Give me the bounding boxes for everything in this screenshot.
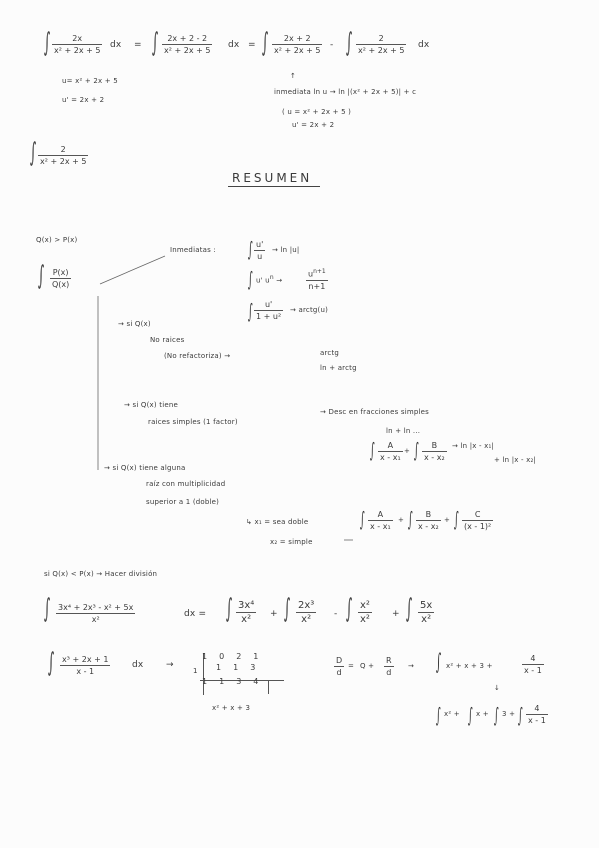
numerator: x³ + 2x + 1 — [62, 655, 109, 664]
case2-condition: → si Q(x) tiene — [124, 401, 178, 409]
u-prime-definition-2: u' = 2x + 2 — [292, 121, 335, 129]
denominator: x² + 2x + 5 — [40, 157, 87, 166]
ruffini-cell: 1 — [202, 677, 208, 686]
numerator: C — [474, 510, 481, 519]
plus-sign: + — [270, 609, 278, 619]
fraction-4-over-x-1 — [526, 704, 548, 725]
numerator: 3x⁴ + 2x³ - x² + 5x — [58, 603, 134, 612]
denominator: x - 1 — [528, 716, 546, 725]
minus-sign: - — [330, 40, 334, 50]
denominator: x - x₁ — [380, 453, 401, 462]
condition-q-greater-p: Q(x) > P(x) — [36, 236, 78, 244]
fraction-2x3-over-x2 — [296, 600, 316, 625]
dx-label: dx — [418, 40, 430, 50]
integral-sign: ∫ — [468, 703, 473, 727]
case3-x1-double: ↳ x₁ = sea doble — [246, 518, 309, 526]
ruffini-quotient: x² + x + 3 — [212, 704, 251, 712]
denominator: d — [336, 668, 342, 677]
case1-no-factor: (No refactoriza) → — [164, 352, 231, 360]
ruffini-remainder-line — [268, 680, 269, 694]
condition-q-less-p: si Q(x) < P(x) → Hacer división — [44, 570, 158, 578]
fraction-5x-over-x2 — [418, 600, 434, 625]
integral-sign: ∫ — [518, 703, 523, 727]
dx-label: dx — [132, 660, 144, 670]
fraction-division — [60, 655, 110, 676]
ruffini-cell: 4 — [253, 677, 259, 686]
equals-sign: = — [348, 662, 355, 670]
case1-result-ln-arctg: ln + arctg — [320, 364, 357, 372]
u-definition: u= x² + 2x + 5 — [62, 77, 118, 85]
denominator: x² + 2x + 5 — [274, 46, 321, 55]
numerator: 4 — [534, 704, 540, 713]
case1-result-arctg: arctg — [320, 349, 340, 357]
equals-sign: = — [134, 40, 142, 50]
integral-sign: ∫ — [346, 594, 353, 624]
ruffini-cell: 3 — [250, 663, 256, 672]
integral-sign: ∫ — [454, 507, 459, 531]
fraction-u-prime-over-1-plus-u2 — [254, 300, 283, 321]
case2-result-ln-x1: → ln |x - x₁| — [452, 442, 495, 450]
case3-multiplicity: raíz con multiplicidad — [146, 480, 226, 488]
numerator: A — [387, 441, 394, 450]
fraction-d-over-d — [334, 656, 344, 677]
case2-simple-roots: raices simples (1 factor) — [148, 418, 238, 426]
integral-sign: ∫ — [248, 237, 253, 261]
fraction-b-over-x-x2 — [422, 441, 447, 462]
denominator: x - x₂ — [418, 522, 439, 531]
denominator: d — [386, 668, 392, 677]
ruffini-cell: 1 — [219, 677, 225, 686]
arrow-down-icon: ↓ — [494, 684, 501, 692]
plus-sign: + — [444, 516, 451, 524]
fraction-3x4-over-x2 — [236, 600, 256, 625]
u-prime-u-n: u' $u^n$ → — [256, 274, 283, 285]
plus-sign: + — [404, 447, 411, 455]
case3-condition: → si Q(x) tiene alguna — [104, 464, 186, 472]
numerator: 4 — [530, 654, 536, 663]
integral-sign: ∫ — [48, 648, 55, 678]
integral-sign: ∫ — [30, 138, 37, 168]
ruffini-table — [202, 652, 258, 688]
denominator: x² — [241, 614, 252, 625]
ruffini-cell: 0 — [219, 652, 225, 661]
integral-sign: ∫ — [370, 438, 375, 462]
denominator: x² + 2x + 5 — [54, 46, 101, 55]
case3-x2-simple: x₂ = simple — [270, 538, 313, 546]
integral-sign: ∫ — [262, 28, 269, 58]
denominator: x - 1 — [524, 666, 542, 675]
inmediatas-label: Inmediatas : — [170, 246, 216, 254]
arrow-right-icon: → — [166, 660, 174, 670]
denominator: x² — [91, 615, 100, 624]
integral-sign: ∫ — [44, 28, 51, 58]
numerator: 2x + 2 - 2 — [167, 34, 208, 43]
denominator: x² — [421, 614, 432, 625]
page-title: RESUMEN — [232, 171, 313, 185]
quotient-q: Q + — [360, 662, 375, 670]
numerator: A — [377, 510, 384, 519]
fraction-u-power-n1 — [306, 268, 328, 291]
ruffini-row-coefficients — [202, 652, 258, 663]
result-polynomial: x² + x + 3 + — [446, 662, 493, 670]
denominator: Q(x) — [52, 280, 70, 289]
equals-sign: = — [248, 40, 256, 50]
numerator: 2 — [60, 145, 66, 154]
result-term-x2: x² + — [444, 710, 460, 718]
result-term-3: 3 + — [502, 710, 516, 718]
integral-sign: ∫ — [436, 650, 442, 675]
integral-sign: ∫ — [406, 594, 413, 624]
fraction-x2-over-x2 — [358, 600, 372, 625]
numerator: 2 — [378, 34, 384, 43]
numerator: B — [431, 441, 438, 450]
ruffini-cell: 1 — [233, 663, 239, 672]
ruffini-cell: 2 — [236, 652, 242, 661]
integral-sign: ∫ — [226, 594, 233, 624]
denominator: x² + 2x + 5 — [358, 46, 405, 55]
numerator: u' — [256, 240, 264, 249]
plus-sign: + — [398, 516, 405, 524]
integral-sign: ∫ — [44, 594, 51, 624]
integral-sign: ∫ — [408, 507, 413, 531]
numerator: D — [336, 656, 343, 665]
dx-label: dx — [228, 40, 240, 50]
arrow-right-icon: → — [408, 662, 415, 670]
ruffini-cell: 1 — [253, 652, 259, 661]
numerator: P(x) — [52, 268, 69, 277]
plus-sign: + — [392, 609, 400, 619]
integral-sign: ∫ — [284, 594, 291, 624]
ruffini-row-result — [202, 677, 258, 688]
denominator: x - x₁ — [370, 522, 391, 531]
integral-sign: ∫ — [360, 507, 365, 531]
result-ln-u: → ln |u| — [272, 246, 300, 254]
case2-decompose: → Desc en fracciones simples — [320, 408, 430, 416]
case1-condition: → si Q(x) — [118, 320, 151, 328]
numerator: B — [425, 510, 432, 519]
dx-label: dx — [110, 40, 122, 50]
fraction-a-over-x-x1 — [378, 441, 403, 462]
fraction-r-over-d — [384, 656, 394, 677]
u-definition-2: ( u = x² + 2x + 5 ) — [282, 108, 352, 116]
case2-result-ln-x2: + ln |x - x₂| — [494, 456, 537, 464]
ruffini-cell: 3 — [236, 677, 242, 686]
numerator: 3x⁴ — [238, 600, 255, 611]
integral-sign: ∫ — [248, 299, 253, 323]
numerator: $u^{n+1}$ — [308, 268, 326, 279]
dx-label: dx = — [184, 609, 207, 619]
denominator: x² — [301, 614, 312, 625]
numerator: x² — [360, 600, 370, 611]
denominator: (x - 1)² — [464, 522, 492, 531]
ruffini-cell: 1 — [216, 663, 222, 672]
u-prime-definition: u' = 2x + 2 — [62, 96, 105, 104]
result-arctg: → arctg(u) — [290, 306, 329, 314]
integral-sign: ∫ — [414, 438, 419, 462]
fraction-polynomial — [56, 603, 135, 624]
immediate-note: inmediata ln u → ln |(x² + 2x + 5)| + c — [274, 88, 417, 96]
integral-sign: ∫ — [38, 261, 45, 291]
fraction-c-over-x-1-squared — [462, 510, 493, 531]
denominator: u — [257, 252, 263, 261]
result-term-x: x + — [476, 710, 489, 718]
denominator: x² + 2x + 5 — [164, 46, 211, 55]
denominator: 1 + u² — [256, 312, 282, 321]
denominator: x - x₂ — [424, 453, 445, 462]
numerator: u' — [264, 300, 273, 309]
denominator: n+1 — [308, 281, 326, 291]
integral-sign: ∫ — [152, 28, 159, 58]
fraction-b-over-x-x2 — [416, 510, 441, 531]
case2-ln-ln: ln + ln ... — [386, 427, 421, 435]
minus-sign: - — [334, 609, 338, 619]
fraction-a-over-x-x1 — [368, 510, 393, 531]
case3-double: superior a 1 (doble) — [146, 498, 220, 506]
case1-no-roots: No raices — [150, 336, 185, 344]
denominator: x² — [360, 614, 370, 625]
ruffini-cell: 1 — [202, 652, 208, 661]
integral-sign: ∫ — [494, 703, 499, 727]
integral-sign: ∫ — [248, 267, 253, 291]
numerator: 5x — [420, 600, 433, 611]
fraction-u-prime-over-u — [254, 240, 265, 261]
numerator: 2x³ — [298, 600, 315, 611]
denominator: x - 1 — [76, 667, 95, 676]
numerator: 2x + 2 — [283, 34, 311, 43]
fraction-4-over-x-1 — [522, 654, 544, 675]
numerator: R — [386, 656, 392, 665]
numerator: 2x — [72, 34, 83, 43]
arrow-up-icon: ↑ — [290, 72, 297, 80]
ruffini-root: 1 — [193, 667, 198, 675]
integral-sign: ∫ — [436, 703, 441, 727]
integral-sign: ∫ — [346, 28, 353, 58]
ruffini-row-products — [202, 663, 258, 674]
